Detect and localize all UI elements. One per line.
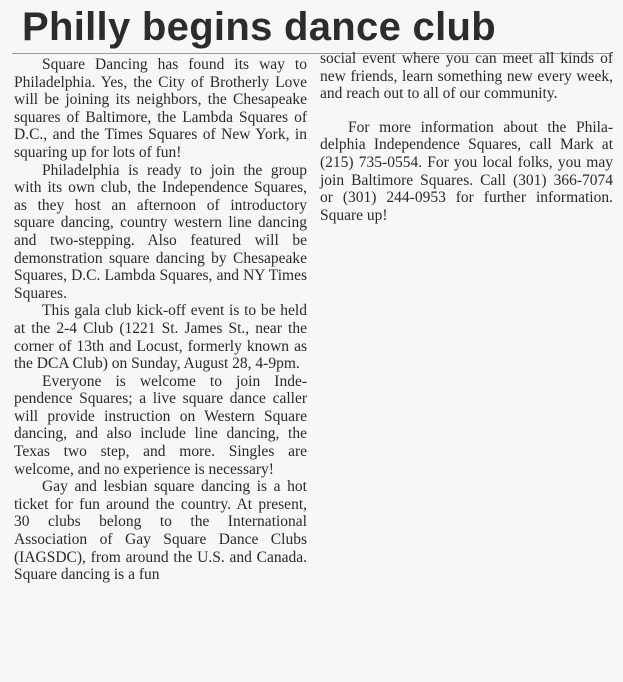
paragraph-continued: social event where you can meet all kinds of new friends, learn something new every week, and reach out to all of our community. — [320, 50, 613, 103]
headline: Philly begins dance club — [22, 5, 496, 49]
paragraph-club: Philadelphia is ready to join the group with its own club, the Independence Squares, as they host an afternoon of introductory square dancing, country western line dancing and two-stepping. Also featured will be demonstration square dancing by Chesapeake Squares, D.C. Lambda Squares, and NY Times Squares. — [14, 161, 307, 302]
left-column — [14, 50, 307, 584]
right-column — [320, 50, 613, 224]
paragraph-contact: For more information about the Philadelphia Independence Squares, call Mark at (215) 735-0554. For you local folks, you may join Baltimore Squares. Call (301) 366-7074 or (301) 244-0953 for further information. Square up! — [320, 118, 613, 224]
paragraph-intro: Square Dancing has found its way to Philadelphia. Yes, the City of Brotherly Love will be joining its neighbors, the Chesapeake squares of Baltimore, the Lambda Squares of D.C., and the Times Squares of New York, in squaring up for lots of fun! — [14, 56, 307, 161]
paragraph-welcome: Everyone is welcome to join Independence Squares; a live square dance caller will provide instruction on Western Square dancing, and also include line dancing, the Texas two step, and more. Singles are welcome, and no experience is necessary! — [14, 372, 307, 478]
paragraph-association: Gay and lesbian square dancing is a hot ticket for fun around the country. At present, 30 clubs belong to the International Association of Gay Square Dance Clubs (IAGSDC), from around the U.S. and Canada. Square dancing is a fun — [14, 478, 307, 584]
paragraph-event: This gala club kick-off event is to be held at the 2-4 Club (1221 St. James St., near the corner of 13th and Locust, formerly known as the DCA Club) on Sunday, August 28, 4-9pm. — [14, 302, 307, 373]
